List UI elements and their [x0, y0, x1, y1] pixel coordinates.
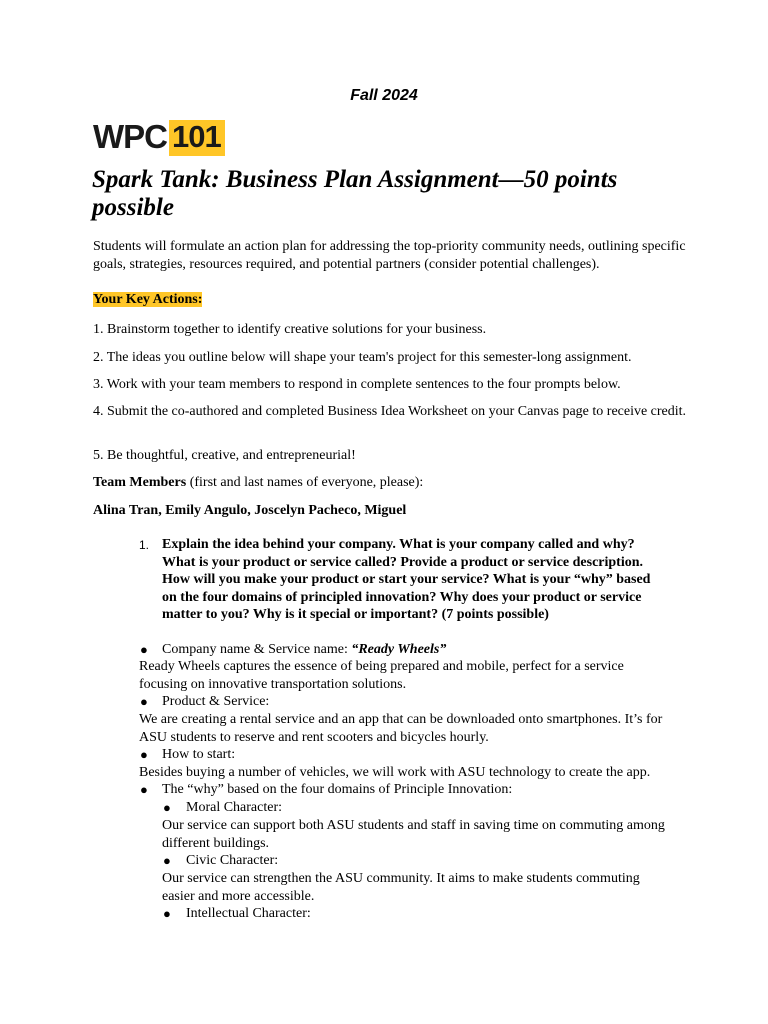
action-item-3: 3. Work with your team members to respond in complete sentences to the four prompts below. [93, 377, 621, 392]
sub-bullet-icon: ● [163, 800, 171, 815]
civic-character-label: Civic Character: [186, 853, 279, 868]
company-name: “Ready Wheels” [351, 642, 447, 657]
action-item-4: 4. Submit the co-authored and completed Business Idea Worksheet on your Canvas page to receive credit. [93, 404, 687, 419]
term-label: Fall 2024 [350, 87, 418, 104]
action-item-1: 1. Brainstorm together to identify creative solutions for your business. [93, 322, 487, 337]
company-description: Ready Wheels captures the essence of being prepared and mobile, perfect for a service focusing on innovative transportation solutions. [139, 659, 624, 692]
moral-character-label: Moral Character: [186, 800, 283, 815]
product-description: We are creating a rental service and an app that can be downloaded onto smartphones. It’s for ASU students to reserve and rent scooters and bicycles hourly. [139, 712, 663, 745]
bullet-icon: ● [140, 642, 148, 657]
team-members-label: Team Members [93, 475, 187, 490]
key-actions-heading: Your Key Actions: [93, 292, 203, 307]
bullet-icon: ● [140, 782, 148, 797]
logo-wpc-text: WPC [93, 118, 167, 155]
civic-character-text: Our service can strengthen the ASU community. It aims to make students commuting easier and more accessible. [162, 871, 640, 904]
action-item-5: 5. Be thoughtful, creative, and entrepreneurial! [93, 448, 356, 463]
bullet-icon: ● [140, 747, 148, 762]
intro-paragraph: Students will formulate an action plan for addressing the top-priority community needs, outlining specific goals, strategies, resources required, and potential partners (consider potential challenges). [93, 239, 686, 272]
how-to-start-label: How to start: [162, 747, 236, 762]
company-name-line [162, 641, 446, 659]
team-members-line [93, 474, 693, 492]
question-number: 1. [139, 538, 150, 552]
team-members-hint: (first and last names of everyone, please): [186, 475, 424, 490]
key-actions-heading-wrap [93, 291, 693, 309]
product-label: Product & Service: [162, 694, 270, 709]
why-label: The “why” based on the four domains of Principle Innovation: [162, 782, 513, 797]
document-title: Spark Tank: Business Plan Assignment—50 points possible [92, 166, 618, 221]
company-label: Company name & Service name: [162, 642, 352, 657]
sub-bullet-icon: ● [163, 853, 171, 868]
wpc101-logo [93, 120, 225, 156]
bullet-icon: ● [140, 694, 148, 709]
intellectual-character-label: Intellectual Character: [186, 906, 311, 921]
logo-course-number: 101 [169, 120, 225, 156]
how-to-start-text: Besides buying a number of vehicles, we will work with ASU technology to create the app. [139, 765, 651, 780]
question-1-prompt: Explain the idea behind your company. What is your company called and why? What is your product or service called? Provide a product or service description. How will you make your product or start your service? What is your “why” based on the four domains of principled innovation? Why does your product or service matter to you? Why is it special or important? (7 points possible) [162, 537, 651, 623]
sub-bullet-icon: ● [163, 906, 171, 921]
moral-character-text: Our service can support both ASU students and staff in saving time on commuting among different buildings. [162, 818, 665, 851]
team-member-names: Alina Tran, Emily Angulo, Joscelyn Pacheco, Miguel [93, 503, 407, 518]
action-item-2: 2. The ideas you outline below will shape your team's project for this semester-long assignment. [93, 350, 632, 365]
